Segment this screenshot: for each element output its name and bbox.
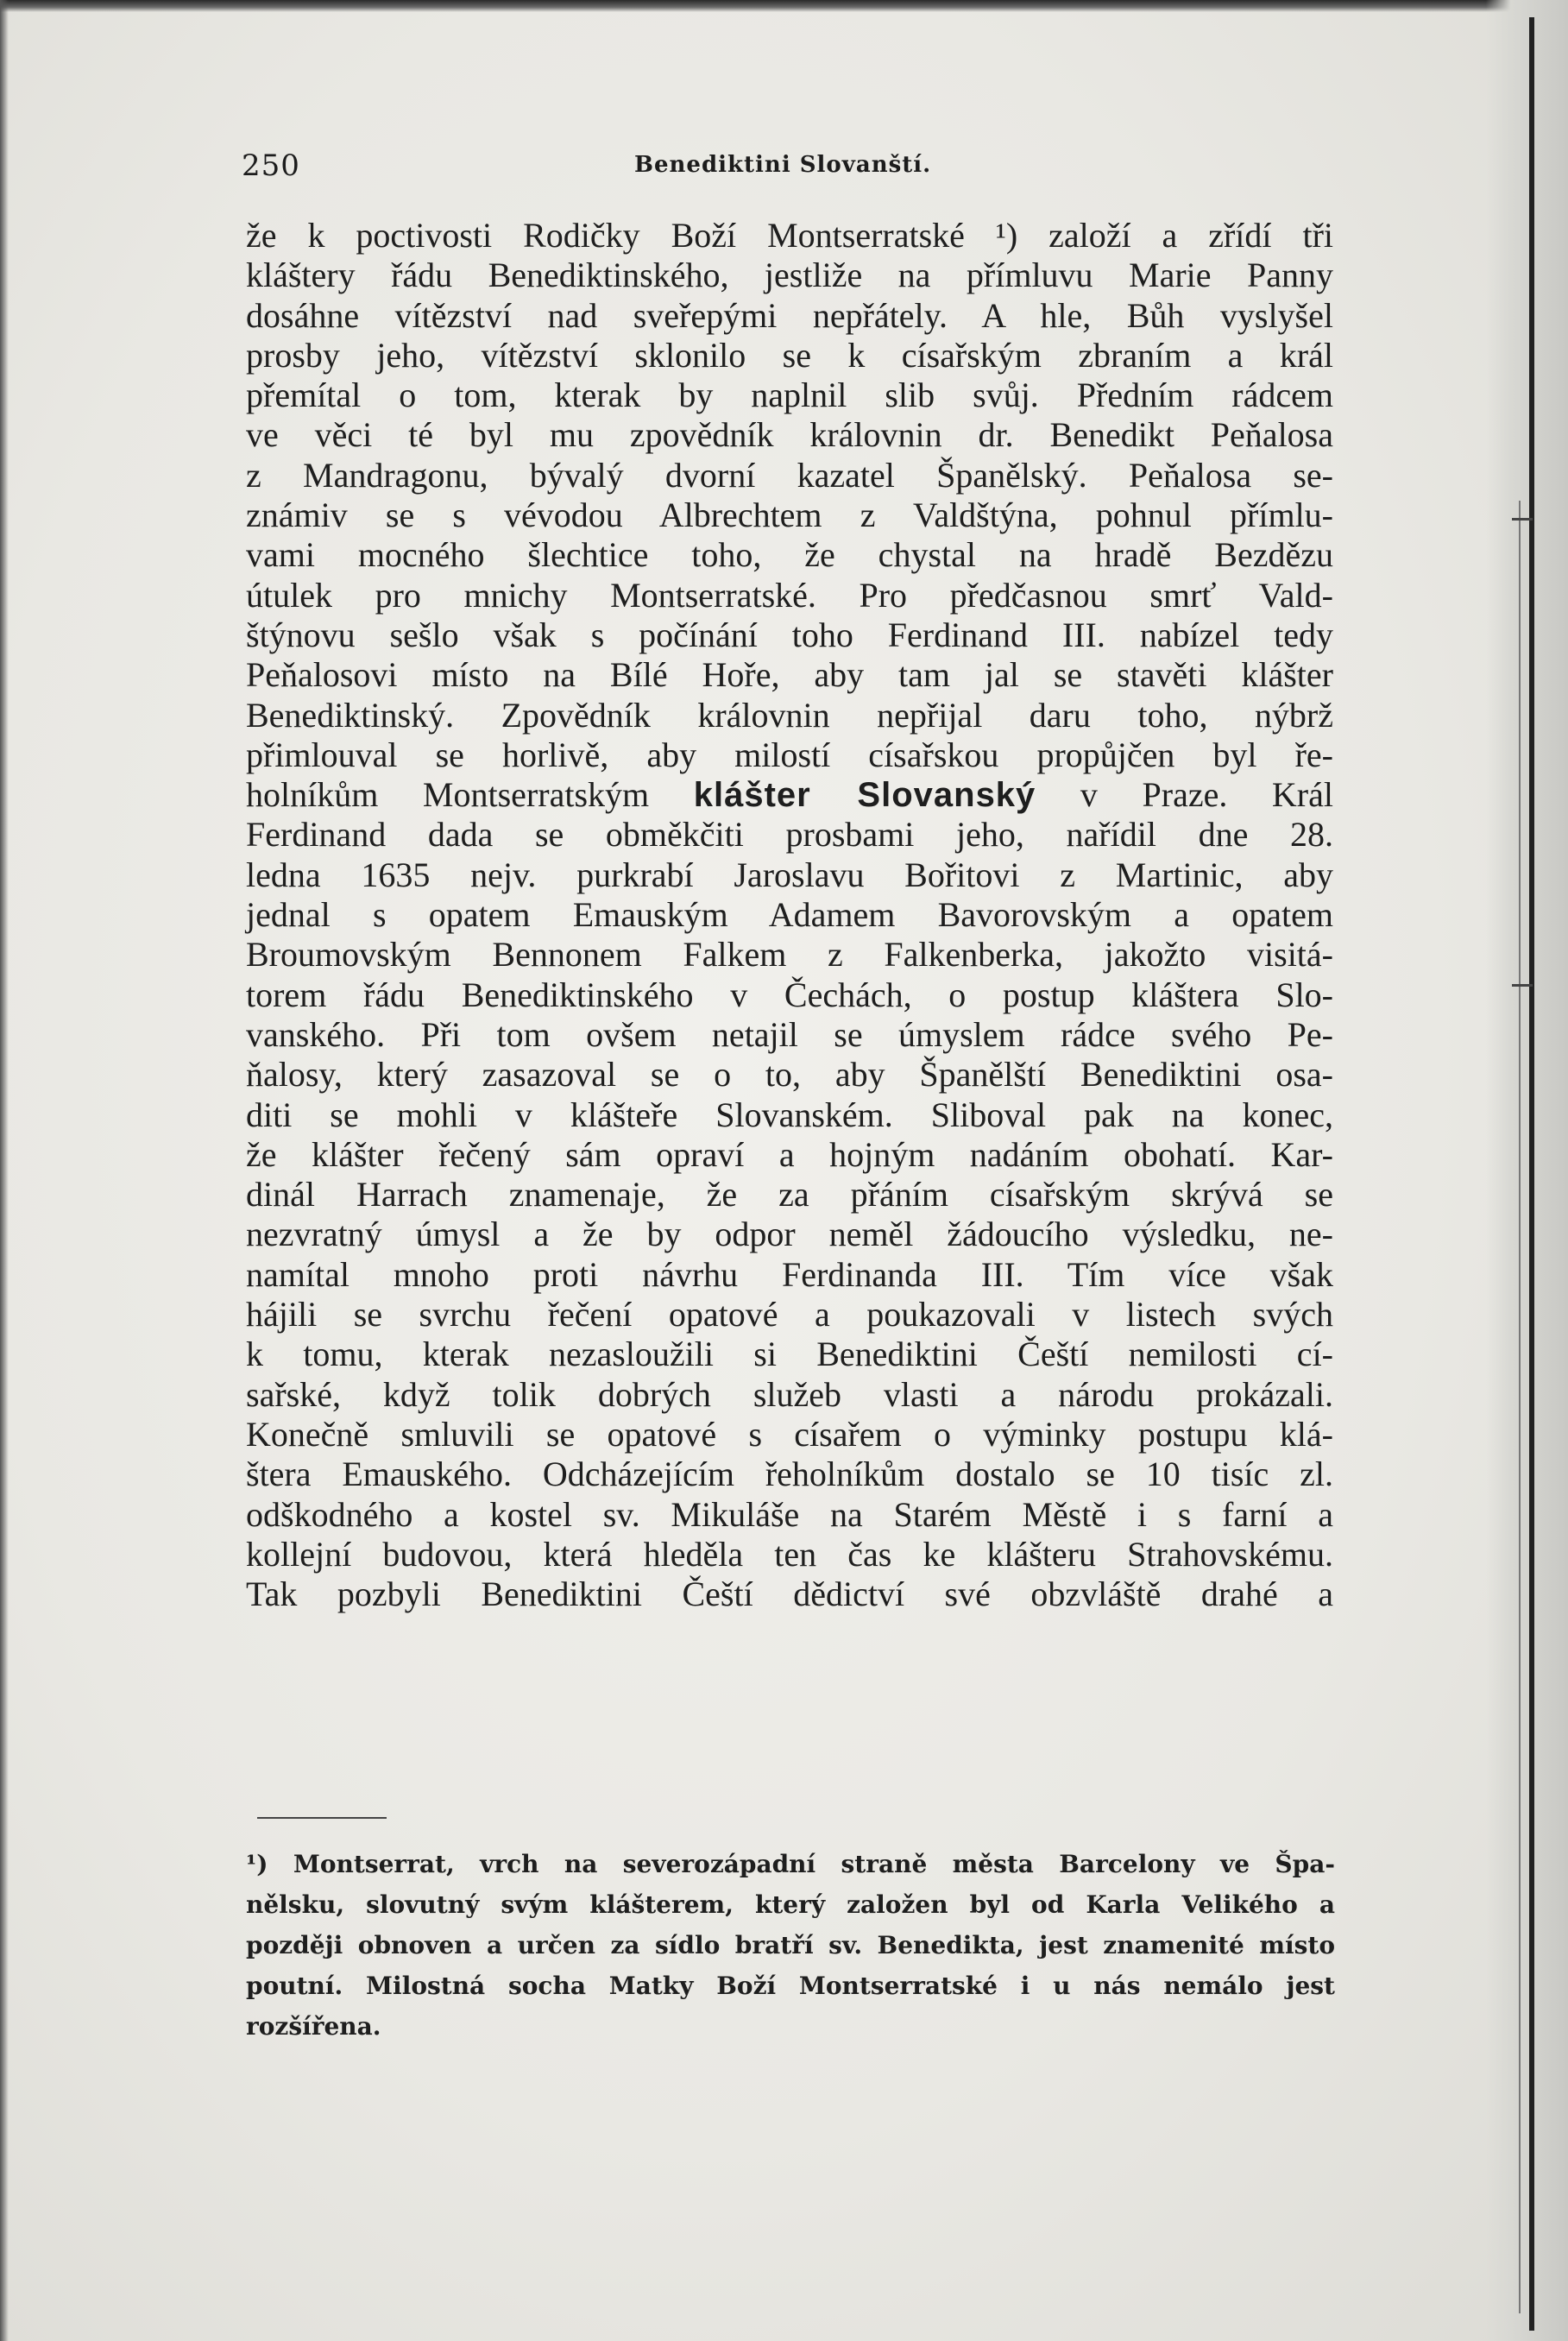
scan-binding-line — [1529, 17, 1534, 2331]
text-line: vanského. Při tom ovšem netajil se úmyslem rádce svého Pe- — [246, 1014, 1333, 1054]
text-line: dosáhne vítězství nad sveřepými nepřátely. A hle, Bůh vyslyšel — [246, 295, 1333, 335]
text-line: jednal s opatem Emauským Adamem Bavorovským a opatem — [246, 895, 1333, 935]
text-line: známiv se s vévodou Albrechtem z Valdštýna, pohnul přímlu- — [246, 495, 1333, 535]
text-line: Peňalosovi místo na Bílé Hoře, aby tam jal se stavěti klášter — [246, 655, 1333, 695]
text-line: přimlouval se horlivě, aby milostí císařskou propůjčen byl ře- — [246, 735, 1333, 774]
text-line: ňalosy, který zasazoval se o to, aby Španělští Benediktini osa- — [246, 1055, 1333, 1095]
text-line: že k poctivosti Rodičky Boží Montserratské ¹) založí a zřídí tři — [246, 216, 1333, 255]
footnote-line: nělsku, slovutný svým klášterem, který založen byl od Karla Velikého a — [246, 1890, 1335, 1919]
footnote-rule — [257, 1817, 387, 1819]
text-line: že klášter řečený sám opraví a hojným nadáním obohatí. Kar- — [246, 1134, 1333, 1174]
text-line: k tomu, kterak nezasloužili si Benediktini Čeští nemilosti cí- — [246, 1335, 1333, 1374]
scan-mark — [1512, 984, 1533, 987]
running-title: Benediktini Slovanští. — [634, 152, 932, 178]
text-line: Tak pozbyli Benediktini Čeští dědictví své obzvláště drahé a — [246, 1574, 1333, 1614]
text-line: torem řádu Benediktinského v Čechách, o postup kláštera Slo- — [246, 975, 1333, 1014]
text-line: diti se mohli v klášteře Slovanském. Sliboval pak na konec, — [246, 1095, 1333, 1134]
text-line-with-emphasis — [246, 775, 1333, 815]
text-line: dinál Harrach znamenaje, že za přáním císařským skrývá se — [246, 1175, 1333, 1215]
text-line: Konečně smluvili se opatové s císařem o výminky postupu klá- — [246, 1414, 1333, 1454]
text-segment: holníkům Montserratským — [246, 775, 650, 815]
text-line: Ferdinand dada se obměkčiti prosbami jeho, nařídil dne 28. — [246, 815, 1333, 855]
footnote-line: rozšířena. — [246, 2012, 381, 2041]
running-head — [242, 148, 1338, 192]
text-line: kláštery řádu Benediktinského, jestliže na přímluvu Marie Panny — [246, 256, 1333, 295]
text-line: ve věci té byl mu zpovědník královnin dr. Benedikt Peňalosa — [246, 415, 1333, 455]
text-line: štera Emauského. Odcházejícím řeholníkům dostalo se 10 tisíc zl. — [246, 1454, 1333, 1494]
text-line: z Mandragonu, bývalý dvorní kazatel Španělský. Peňalosa se- — [246, 455, 1333, 495]
text-segment: v Praze. Král — [1080, 775, 1333, 815]
text-line: ledna 1635 nejv. purkrabí Jaroslavu Bořitovi z Martinic, aby — [246, 855, 1333, 894]
scan-binding-line-inner — [1519, 501, 1521, 2313]
text-line: sařské, když tolik dobrých služeb vlasti a národu prokázali. — [246, 1374, 1333, 1414]
emphasis-text: klášter Slovanský — [693, 776, 1036, 815]
text-line: přemítal o tom, kterak by naplnil slib svůj. Předním rádcem — [246, 375, 1333, 415]
page-number: 250 — [242, 148, 300, 183]
text-line: Broumovským Bennonem Falkem z Falkenberka, jakožto visitá- — [246, 935, 1333, 975]
text-line: prosby jeho, vítězství sklonilo se k císařským zbraním a král — [246, 335, 1333, 375]
scan-right-margin — [1486, 0, 1568, 2341]
text-line: Benediktinský. Zpovědník královnin nepřijal daru toho, nýbrž — [246, 695, 1333, 735]
text-line: odškodného a kostel sv. Mikuláše na Starém Městě i s farní a — [246, 1494, 1333, 1534]
text-line: štýnovu sešlo však s počínání toho Ferdinand III. nabízel tedy — [246, 615, 1333, 654]
text-line: nezvratný úmysl a že by odpor neměl žádoucího výsledku, ne- — [246, 1215, 1333, 1254]
footnote — [246, 1844, 1335, 2047]
footnote-line: ¹) Montserrat, vrch na severozápadní straně města Barcelony ve Špa- — [246, 1850, 1335, 1878]
footnote-line: poutní. Milostná socha Matky Boží Montserratské i u nás nemálo jest — [246, 1972, 1335, 2000]
text-line: vami mocného šlechtice toho, že chystal na hradě Bezdězu — [246, 535, 1333, 575]
scan-mark — [1512, 518, 1533, 521]
text-line: kollejní budovou, která hleděla ten čas ke klášteru Strahovskému. — [246, 1534, 1333, 1574]
scan-top-shadow — [0, 0, 1568, 12]
text-line: útulek pro mnichy Montserratské. Pro předčasnou smrť Vald- — [246, 575, 1333, 615]
footnote-line: později obnoven a určen za sídlo bratří sv. Benedikta, jest znamenité místo — [246, 1931, 1335, 1959]
scan-left-shadow — [0, 0, 9, 2341]
text-line: hájili se svrchu řečení opatové a poukazovali v listech svých — [246, 1295, 1333, 1335]
text-line: namítal mnoho proti návrhu Ferdinanda III. Tím více však — [246, 1254, 1333, 1294]
body-text — [246, 216, 1333, 1614]
